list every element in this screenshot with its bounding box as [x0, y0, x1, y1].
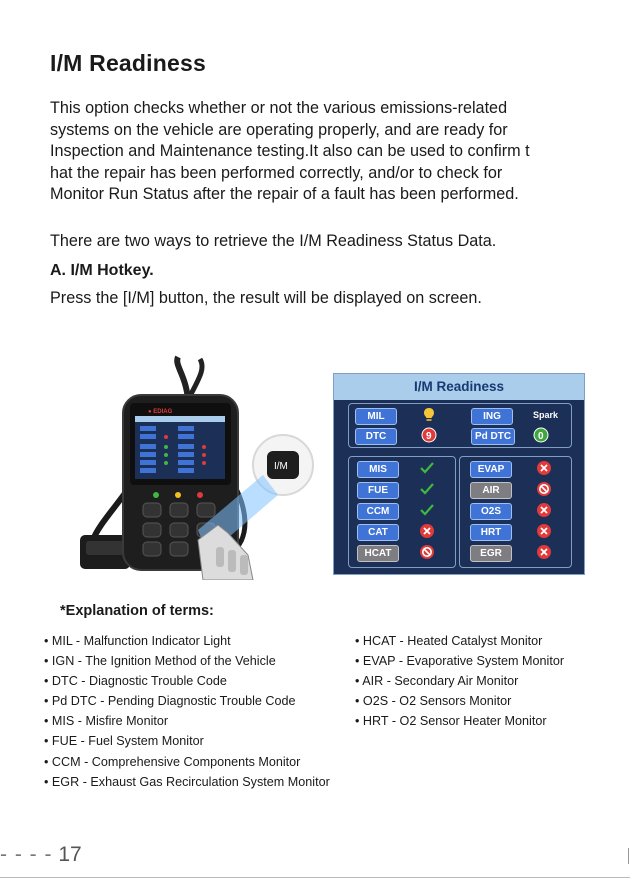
- page-edge-mark: [628, 848, 629, 864]
- intro-line: Inspection and Maintenance testing.It also can be used to confirm t: [50, 142, 530, 160]
- term-item: • DTC - Diagnostic Trouble Code: [44, 674, 227, 689]
- ignition-type: Spark: [533, 410, 559, 420]
- term-item: • AIR - Secondary Air Monitor: [355, 674, 519, 689]
- intro-line: systems on the vehicle are operating properly, and are ready for: [50, 120, 508, 139]
- panel-header: I/M Readiness: [334, 374, 584, 400]
- term-item: • HRT - O2 Sensor Heater Monitor: [355, 714, 547, 729]
- scanner-device-illustration: [78, 355, 318, 580]
- term-item: • MIS - Misfire Monitor: [44, 714, 169, 729]
- na-icon: [536, 481, 552, 497]
- tag-cat: CAT: [357, 524, 399, 541]
- status-group-left: [348, 456, 456, 568]
- term-item: • O2S - O2 Sensors Monitor: [355, 694, 512, 709]
- bulb-icon: [421, 407, 437, 423]
- tag-ccm: CCM: [357, 503, 399, 520]
- term-item: • FUE - Fuel System Monitor: [44, 734, 204, 749]
- x-icon: [536, 502, 552, 518]
- check-icon: [419, 481, 435, 497]
- tag-hcat: HCAT: [357, 545, 399, 562]
- term-item: • HCAT - Heated Catalyst Monitor: [355, 634, 543, 648]
- pd-dtc-count: 0: [538, 431, 544, 442]
- status-group-right: [459, 456, 572, 568]
- term-item: • EVAP - Evaporative System Monitor: [355, 654, 565, 669]
- page-number: [0, 843, 82, 867]
- tag-evap: EVAP: [470, 461, 512, 478]
- na-icon: [419, 544, 435, 560]
- tag-mis: MIS: [357, 461, 399, 478]
- tag-o2s: O2S: [470, 503, 512, 520]
- tag-ing: ING: [471, 408, 513, 425]
- check-icon: [419, 502, 435, 518]
- im-button-label: I/M: [274, 461, 288, 472]
- x-icon: [536, 544, 552, 560]
- x-icon: [419, 523, 435, 539]
- ways-text: There are two ways to retrieve the I/M Readiness Status Data.: [50, 232, 497, 250]
- intro-paragraph: [50, 98, 610, 206]
- terms-list-right: [355, 631, 564, 731]
- explanation-title: *Explanation of terms:: [60, 603, 214, 619]
- footer-divider: [0, 877, 630, 878]
- dtc-count: 9: [426, 431, 432, 442]
- intro-line: Monitor Run Status after the repair of a fault has been performed.: [50, 185, 519, 203]
- tag-mil: MIL: [355, 408, 397, 425]
- terms-list-left: [44, 631, 330, 792]
- status-group-top: [348, 403, 572, 448]
- device-brand: ● EDIAG: [148, 409, 173, 415]
- intro-line: This option checks whether or not the various emissions-related: [50, 99, 508, 117]
- tag-egr: EGR: [470, 545, 512, 562]
- page-title: I/M Readiness: [50, 50, 206, 76]
- hotkey-heading: A. I/M Hotkey.: [50, 262, 154, 279]
- term-item: • CCM - Comprehensive Components Monitor: [44, 754, 301, 769]
- im-readiness-panel: [333, 373, 585, 575]
- term-item: • Pd DTC - Pending Diagnostic Trouble Code: [44, 694, 296, 709]
- term-item: • EGR - Exhaust Gas Recirculation System Monitor: [44, 774, 330, 789]
- term-item: • MIL - Malfunction Indicator Light: [44, 634, 231, 648]
- intro-line: hat the repair has been performed correctly, and/or to check for: [50, 163, 503, 182]
- tag-pd-dtc: Pd DTC: [471, 428, 515, 445]
- press-instruction: Press the [I/M] button, the result will be displayed on screen.: [50, 289, 482, 307]
- check-icon: [419, 460, 435, 476]
- dtc-count-badge: [421, 427, 437, 443]
- tag-fue: FUE: [357, 482, 399, 499]
- term-item: • IGN - The Ignition Method of the Vehicle: [44, 654, 276, 669]
- page-number-dashes: - - - -: [0, 843, 53, 866]
- x-icon: [536, 523, 552, 539]
- page-number-value: 17: [58, 843, 82, 866]
- tag-air: AIR: [470, 482, 512, 499]
- tag-hrt: HRT: [470, 524, 512, 541]
- pd-dtc-count-badge: [533, 427, 549, 443]
- x-icon: [536, 460, 552, 476]
- tag-dtc: DTC: [355, 428, 397, 445]
